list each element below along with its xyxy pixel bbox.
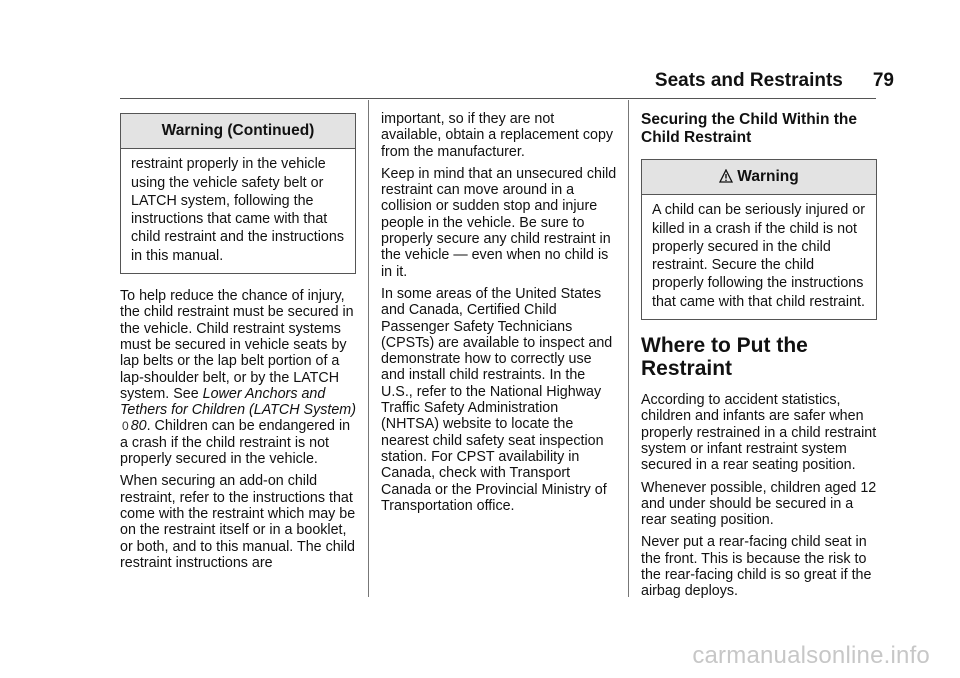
warning-header [642,160,876,195]
page-reference-icon: 0 [122,419,129,434]
paragraph: Whenever possible, children aged 12 and under should be secured in a rear seating position. [641,479,877,529]
column-right [641,111,877,606]
section-heading: Securing the Child Within the Child Restraint [641,111,857,146]
section-title: Seats and Restraints 79 [654,70,894,91]
column-divider [368,100,369,597]
cross-reference-link[interactable]: Lower Anchors and Tethers for Children (LATCH System) [120,385,356,419]
paragraph: important, so if they are not available, obtain a replacement copy from the manufacturer. [381,111,614,160]
paragraph: According to accident statistics, children and infants are safer when properly restrained in a child restraint system or infant restraint system secured in a rear seating position. [641,392,877,474]
major-heading: Where to Put the Restraint [641,334,808,381]
page-number: 79 [872,70,894,91]
warning-triangle-icon [719,169,733,183]
paragraph: Never put a rear-facing child seat in the front. This is because the risk to the rear-facing child is so great if the airbag deploys. [641,534,872,600]
watermark: carmanualsonline.info [692,642,930,669]
column-divider [628,100,629,597]
column-left [120,113,356,577]
paragraph: In some areas of the United States and Canada, Certified Child Passenger Safety Technicians (CPSTs) are available to inspect and demonstrate how to correctly use and install child restraints. In the U.S., refer to the National Highway Traffic Safety Administration (NHTSA) website to locate the nearest child safety seat inspection station. For CPST availability in Canada, check with Transport Canada or the Provincial Ministry of Transportation office. [381,285,613,514]
warning-box [641,159,877,320]
warning-text: restraint properly in the vehicle using the vehicle safety belt or LATCH system, following the instructions that came with that child restraint and the instructions in this manual. [131,156,344,264]
warning-text: A child can be seriously injured or killed in a crash if the child is not properly secured in the child restraint. Secure the child properly following the instructions that came with that child restraint. [652,202,865,310]
warning-title: Warning [737,168,799,185]
paragraph: When securing an add-on child restraint, refer to the instructions that come with the restraint which may be on the restraint itself or in a booklet, or both, and to this manual. The child restraint instructions are [120,473,356,571]
warning-box-continued [120,113,356,274]
paragraph: Keep in mind that an unsecured child restraint can move around in a collision or sudden stop and injure people in the vehicle. Be sure to properly secure any child restraint in the vehicle — even when no child is in it. [381,165,617,280]
header-rule [120,98,876,99]
paragraph: To help reduce the chance of injury, the child restraint must be secured in the vehicle. Child restraint systems must be secured in vehicle seats by lap belts or the lap belt portion of a lap-shoulder belt, or by the LATCH system. See Lower Anchors and Tethers for Children (LATCH System) 0 80. Children can be endangered in a crash if the child restraint is not properly secured in the vehicle. [120,288,356,468]
page-reference[interactable]: 80 [130,418,147,435]
column-middle [381,111,617,520]
warning-title: Warning (Continued) [121,114,355,149]
